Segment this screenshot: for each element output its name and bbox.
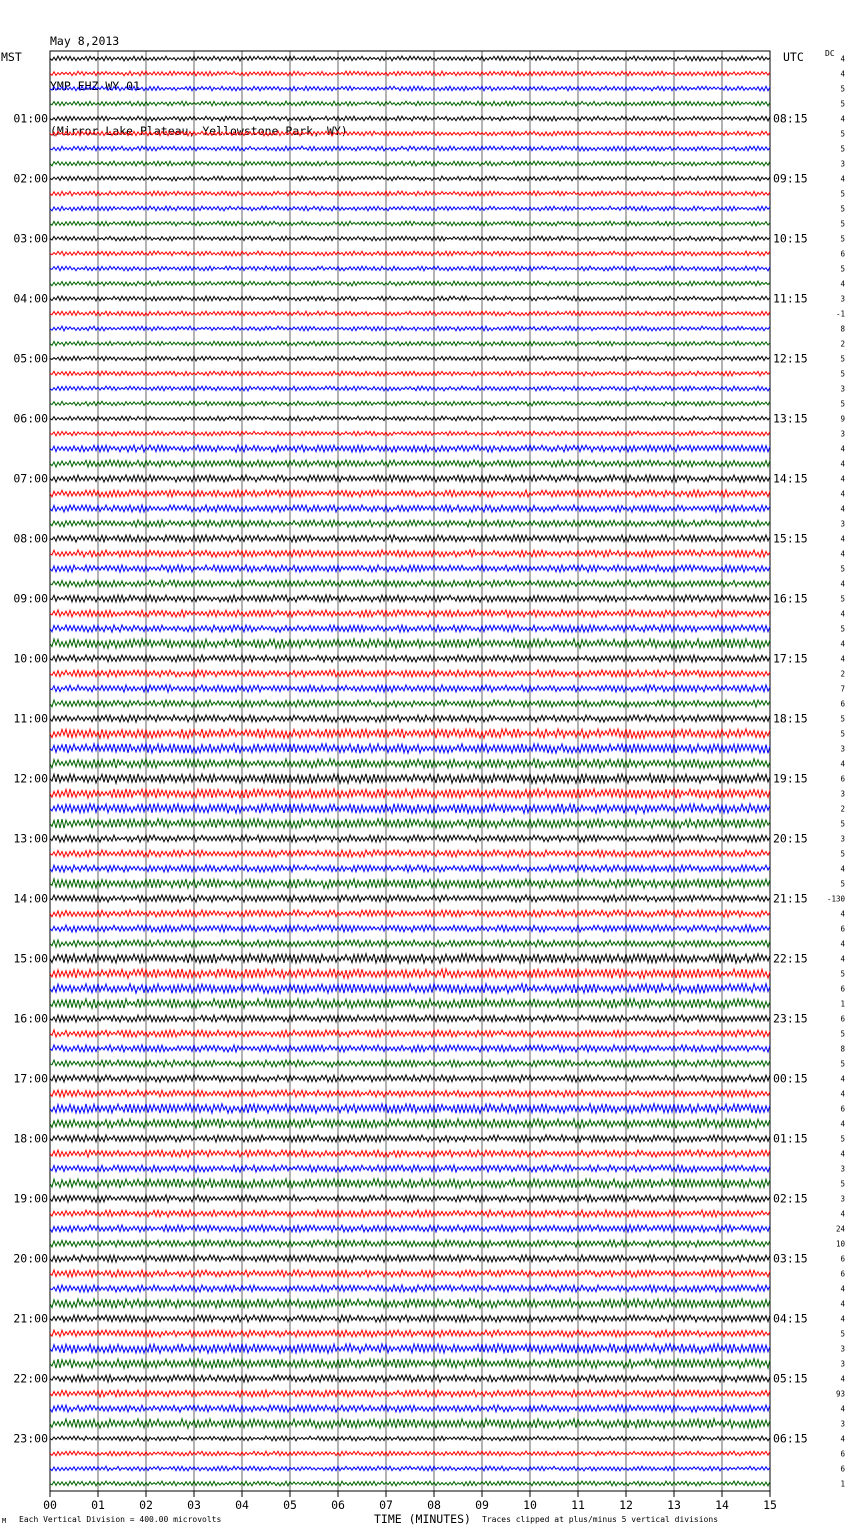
x-tick-label: 01 bbox=[91, 1498, 105, 1512]
dc-offset-label: 7 bbox=[840, 684, 845, 694]
seismic-trace bbox=[50, 744, 770, 754]
dc-offset-label: 4 bbox=[840, 759, 845, 769]
hour-label-right: 09:15 bbox=[773, 171, 808, 186]
dc-offset-label: 4 bbox=[840, 1149, 845, 1159]
dc-offset-label: 4 bbox=[840, 1434, 845, 1444]
seismic-trace bbox=[50, 1270, 770, 1277]
x-tick-label: 11 bbox=[571, 1498, 585, 1512]
timezone-left-label: MST bbox=[1, 50, 22, 64]
seismic-trace bbox=[50, 416, 770, 421]
hour-label-right: 06:15 bbox=[773, 1431, 808, 1446]
seismic-trace bbox=[50, 625, 770, 632]
dc-offset-label: 2 bbox=[840, 804, 845, 814]
seismic-trace bbox=[50, 371, 770, 376]
dc-offset-label: 4 bbox=[840, 609, 845, 619]
seismic-trace bbox=[50, 565, 770, 572]
dc-offset-label: 5 bbox=[840, 219, 845, 229]
seismic-trace bbox=[50, 131, 770, 136]
seismic-trace bbox=[50, 865, 770, 872]
seismic-trace bbox=[50, 1075, 770, 1082]
x-tick-label: 10 bbox=[523, 1498, 537, 1512]
dc-offset-label: 5 bbox=[840, 1179, 845, 1189]
dc-offset-label: 1 bbox=[840, 999, 845, 1009]
seismic-trace bbox=[50, 1344, 770, 1354]
seismic-trace bbox=[50, 789, 770, 799]
dc-offset-label: 4 bbox=[840, 579, 845, 589]
hour-label-right: 03:15 bbox=[773, 1251, 808, 1266]
dc-offset-label: 6 bbox=[840, 249, 845, 259]
date-label: May 8,2013 bbox=[50, 34, 120, 48]
seismic-trace bbox=[50, 774, 770, 784]
hour-label-right: 04:15 bbox=[773, 1311, 808, 1326]
dc-offset-label: 93 bbox=[835, 1389, 845, 1399]
dc-offset-label: 5 bbox=[840, 234, 845, 244]
hour-label-left: 04:00 bbox=[13, 291, 48, 306]
station-label: YMP EHZ WY 01 bbox=[50, 79, 141, 93]
dc-offset-label: 6 bbox=[840, 984, 845, 994]
dc-offset-label: 5 bbox=[840, 129, 845, 139]
hour-label-right: 18:15 bbox=[773, 711, 808, 726]
seismic-trace bbox=[50, 940, 770, 947]
hour-label-left: 12:00 bbox=[13, 771, 48, 786]
seismic-trace bbox=[50, 116, 770, 121]
dc-offset-label: 3 bbox=[840, 159, 845, 169]
seismic-trace bbox=[50, 610, 770, 617]
seismic-trace bbox=[50, 1165, 770, 1172]
dc-offset-label: 3 bbox=[840, 744, 845, 754]
seismic-trace bbox=[50, 1045, 770, 1052]
dc-offset-label: -130 bbox=[826, 894, 845, 904]
seismic-trace bbox=[50, 850, 770, 857]
dc-offset-label: 5 bbox=[840, 849, 845, 859]
dc-offset-label: 4 bbox=[840, 1209, 845, 1219]
dc-offset-label: 10 bbox=[835, 1239, 845, 1249]
seismic-trace bbox=[50, 895, 770, 902]
seismic-trace bbox=[50, 71, 770, 76]
hour-label-left: 17:00 bbox=[13, 1071, 48, 1086]
seismic-trace bbox=[50, 595, 770, 602]
hour-label-right: 14:15 bbox=[773, 471, 808, 486]
seismic-trace bbox=[50, 999, 770, 1009]
dc-offset-label: 8 bbox=[840, 324, 845, 334]
seismic-trace bbox=[50, 580, 770, 587]
seismic-trace bbox=[50, 1466, 770, 1471]
dc-offset-label: 6 bbox=[840, 1269, 845, 1279]
x-tick-label: 00 bbox=[43, 1498, 57, 1512]
x-tick-label: 12 bbox=[619, 1498, 633, 1512]
dc-offset-label: 3 bbox=[840, 834, 845, 844]
dc-offset-label: 5 bbox=[840, 189, 845, 199]
hour-label-right: 10:15 bbox=[773, 231, 808, 246]
x-tick-label: 05 bbox=[283, 1498, 297, 1512]
dc-offset-label: 2 bbox=[840, 669, 845, 679]
dc-label: DC bbox=[825, 49, 835, 58]
seismic-trace bbox=[50, 759, 770, 769]
dc-offset-label: 3 bbox=[840, 1419, 845, 1429]
dc-offset-label: 9 bbox=[840, 414, 845, 424]
seismic-trace bbox=[50, 101, 770, 106]
dc-offset-label: 5 bbox=[840, 1134, 845, 1144]
dc-offset-label: 5 bbox=[840, 204, 845, 214]
hour-label-right: 01:15 bbox=[773, 1131, 808, 1146]
seismic-trace bbox=[50, 1255, 770, 1262]
hour-label-right: 08:15 bbox=[773, 111, 808, 126]
dc-offset-label: 6 bbox=[840, 1104, 845, 1114]
x-axis-title: TIME (MINUTES) bbox=[374, 1512, 471, 1526]
seismic-trace bbox=[50, 176, 770, 181]
x-tick-label: 07 bbox=[379, 1498, 393, 1512]
dc-offset-label: 5 bbox=[840, 879, 845, 889]
seismic-trace bbox=[50, 1315, 770, 1322]
seismic-trace bbox=[50, 1481, 770, 1486]
dc-offset-label: 3 bbox=[840, 789, 845, 799]
hour-label-left: 23:00 bbox=[13, 1431, 48, 1446]
seismic-trace bbox=[50, 700, 770, 707]
seismic-trace bbox=[50, 925, 770, 932]
hour-label-left: 09:00 bbox=[13, 591, 48, 606]
dc-offset-label: 3 bbox=[840, 1194, 845, 1204]
dc-offset-label: 4 bbox=[840, 954, 845, 964]
x-tick-label: 08 bbox=[427, 1498, 441, 1512]
dc-offset-label: 3 bbox=[840, 1344, 845, 1354]
seismic-trace bbox=[50, 56, 770, 61]
dc-offset-label: 3 bbox=[840, 384, 845, 394]
hour-label-left: 01:00 bbox=[13, 111, 48, 126]
seismic-trace bbox=[50, 341, 770, 346]
dc-offset-label: 5 bbox=[840, 1329, 845, 1339]
seismic-trace bbox=[50, 685, 770, 692]
seismic-trace bbox=[50, 1210, 770, 1217]
dc-offset-label: 4 bbox=[840, 1404, 845, 1414]
hour-label-left: 18:00 bbox=[13, 1131, 48, 1146]
dc-offset-label: 3 bbox=[840, 1164, 845, 1174]
x-tick-label: 13 bbox=[667, 1498, 681, 1512]
hour-label-right: 17:15 bbox=[773, 651, 808, 666]
hour-label-left: 14:00 bbox=[13, 891, 48, 906]
hour-label-left: 13:00 bbox=[13, 831, 48, 846]
seismic-trace bbox=[50, 1225, 770, 1232]
dc-offset-label: 4 bbox=[840, 639, 845, 649]
dc-offset-label: 4 bbox=[840, 1374, 845, 1384]
seismic-trace bbox=[50, 1359, 770, 1369]
dc-offset-label: 4 bbox=[840, 504, 845, 514]
dc-offset-label: 4 bbox=[840, 864, 845, 874]
seismic-trace bbox=[50, 431, 770, 436]
seismic-trace bbox=[50, 1090, 770, 1097]
dc-offset-label: 6 bbox=[840, 924, 845, 934]
dc-offset-label: 5 bbox=[840, 819, 845, 829]
seismic-trace bbox=[50, 296, 770, 301]
seismic-trace bbox=[50, 311, 770, 316]
seismic-trace bbox=[50, 475, 770, 482]
seismic-trace bbox=[50, 1330, 770, 1337]
hour-label-right: 15:15 bbox=[773, 531, 808, 546]
hour-label-right: 22:15 bbox=[773, 951, 808, 966]
hour-label-left: 22:00 bbox=[13, 1371, 48, 1386]
dc-offset-label: 5 bbox=[840, 84, 845, 94]
seismic-trace bbox=[50, 1285, 770, 1292]
dc-offset-label: 3 bbox=[840, 519, 845, 529]
hour-label-right: 00:15 bbox=[773, 1071, 808, 1086]
hour-label-right: 13:15 bbox=[773, 411, 808, 426]
dc-offset-label: 3 bbox=[840, 429, 845, 439]
dc-offset-label: 6 bbox=[840, 1254, 845, 1264]
seismic-trace bbox=[50, 206, 770, 211]
dc-offset-label: 5 bbox=[840, 144, 845, 154]
seismic-trace bbox=[50, 969, 770, 979]
seismic-trace bbox=[50, 386, 770, 391]
seismic-trace bbox=[50, 1179, 770, 1189]
hour-label-right: 20:15 bbox=[773, 831, 808, 846]
dc-offset-label: 5 bbox=[840, 399, 845, 409]
seismic-trace bbox=[50, 1119, 770, 1129]
dc-offset-label: 4 bbox=[840, 174, 845, 184]
seismic-trace bbox=[50, 251, 770, 256]
seismic-trace bbox=[50, 281, 770, 286]
dc-offset-label: 5 bbox=[840, 354, 845, 364]
dc-offset-label: 6 bbox=[840, 1449, 845, 1459]
hour-label-right: 23:15 bbox=[773, 1011, 808, 1026]
dc-offset-label: 5 bbox=[840, 624, 845, 634]
seismic-trace bbox=[50, 1390, 770, 1397]
hour-label-right: 12:15 bbox=[773, 351, 808, 366]
dc-offset-label: 4 bbox=[840, 534, 845, 544]
seismic-trace bbox=[50, 1060, 770, 1067]
seismic-trace bbox=[50, 535, 770, 542]
hour-label-right: 11:15 bbox=[773, 291, 808, 306]
seismic-trace bbox=[50, 221, 770, 226]
seismic-trace bbox=[50, 819, 770, 829]
seismic-trace bbox=[50, 550, 770, 557]
seismic-trace bbox=[50, 1104, 770, 1114]
dc-offset-label: 4 bbox=[840, 474, 845, 484]
dc-offset-label: 4 bbox=[840, 1299, 845, 1309]
seismic-trace bbox=[50, 1451, 770, 1456]
dc-offset-label: 4 bbox=[840, 489, 845, 499]
location-label: (Mirror Lake Plateau, Yellowstone Park, WY) bbox=[50, 124, 348, 138]
dc-offset-label: 4 bbox=[840, 939, 845, 949]
dc-offset-label: 4 bbox=[840, 279, 845, 289]
dc-offset-label: 5 bbox=[840, 969, 845, 979]
dc-offset-label: 4 bbox=[840, 1119, 845, 1129]
dc-offset-label: 5 bbox=[840, 714, 845, 724]
hour-label-left: 20:00 bbox=[13, 1251, 48, 1266]
seismic-trace bbox=[50, 1240, 770, 1247]
seismic-trace bbox=[50, 1135, 770, 1142]
seismic-trace bbox=[50, 266, 770, 271]
hour-label-left: 06:00 bbox=[13, 411, 48, 426]
dc-offset-label: -1 bbox=[835, 309, 845, 319]
seismic-trace bbox=[50, 639, 770, 649]
seismic-trace bbox=[50, 1015, 770, 1022]
seismic-trace bbox=[50, 1419, 770, 1429]
dc-offset-label: 5 bbox=[840, 564, 845, 574]
seismic-trace bbox=[50, 910, 770, 917]
dc-offset-label: 3 bbox=[840, 294, 845, 304]
scale-note: Each Vertical Division = 400.00 microvolts bbox=[19, 1515, 222, 1524]
dc-offset-label: 4 bbox=[840, 1089, 845, 1099]
x-tick-label: 15 bbox=[763, 1498, 777, 1512]
hour-label-left: 07:00 bbox=[13, 471, 48, 486]
seismic-trace bbox=[50, 1405, 770, 1412]
dc-offset-label: 5 bbox=[840, 1029, 845, 1039]
seismic-trace bbox=[50, 729, 770, 739]
dc-offset-label: 4 bbox=[840, 1284, 845, 1294]
dc-offset-label: 6 bbox=[840, 1014, 845, 1024]
dc-offset-label: 4 bbox=[840, 444, 845, 454]
seismic-trace bbox=[50, 520, 770, 527]
seismic-trace bbox=[50, 984, 770, 994]
dc-offset-label: 4 bbox=[840, 1314, 845, 1324]
hour-label-right: 05:15 bbox=[773, 1371, 808, 1386]
seismic-trace bbox=[50, 161, 770, 166]
seismic-trace bbox=[50, 490, 770, 497]
seismic-trace bbox=[50, 1375, 770, 1382]
dc-offset-label: 3 bbox=[840, 1359, 845, 1369]
hour-label-right: 21:15 bbox=[773, 891, 808, 906]
hour-label-right: 19:15 bbox=[773, 771, 808, 786]
dc-offset-label: 4 bbox=[840, 114, 845, 124]
hour-label-right: 16:15 bbox=[773, 591, 808, 606]
seismic-trace bbox=[50, 715, 770, 722]
dc-offset-label: 4 bbox=[840, 459, 845, 469]
dc-offset-label: 4 bbox=[840, 54, 845, 64]
seismic-trace bbox=[50, 505, 770, 512]
hour-label-left: 16:00 bbox=[13, 1011, 48, 1026]
seismic-trace bbox=[50, 1436, 770, 1441]
dc-offset-label: 4 bbox=[840, 549, 845, 559]
seismic-trace bbox=[50, 1299, 770, 1309]
hour-label-left: 02:00 bbox=[13, 171, 48, 186]
x-tick-label: 09 bbox=[475, 1498, 489, 1512]
dc-offset-label: 5 bbox=[840, 264, 845, 274]
timezone-right-label: UTC bbox=[783, 50, 804, 64]
hour-label-left: 11:00 bbox=[13, 711, 48, 726]
dc-offset-label: 24 bbox=[835, 1224, 845, 1234]
dc-offset-label: 5 bbox=[840, 99, 845, 109]
dc-offset-label: 2 bbox=[840, 339, 845, 349]
dc-offset-label: 6 bbox=[840, 699, 845, 709]
seismic-trace bbox=[50, 954, 770, 964]
hour-label-left: 21:00 bbox=[13, 1311, 48, 1326]
dc-offset-label: 1 bbox=[840, 1479, 845, 1489]
seismic-trace bbox=[50, 86, 770, 91]
hour-label-left: 05:00 bbox=[13, 351, 48, 366]
seismic-trace bbox=[50, 655, 770, 662]
hour-label-left: 03:00 bbox=[13, 231, 48, 246]
seismic-trace bbox=[50, 146, 770, 151]
seismic-trace bbox=[50, 1030, 770, 1037]
x-tick-label: 14 bbox=[715, 1498, 729, 1512]
x-tick-label: 04 bbox=[235, 1498, 249, 1512]
seismic-trace bbox=[50, 1150, 770, 1157]
dc-offset-label: 5 bbox=[840, 1059, 845, 1069]
seismic-trace bbox=[50, 804, 770, 814]
seismic-trace bbox=[50, 236, 770, 241]
seismic-trace bbox=[50, 1195, 770, 1202]
x-tick-label: 02 bbox=[139, 1498, 153, 1512]
dc-offset-label: 5 bbox=[840, 594, 845, 604]
dc-offset-label: 4 bbox=[840, 909, 845, 919]
footer-mark: M bbox=[2, 1517, 7, 1525]
seismic-trace bbox=[50, 326, 770, 331]
hour-label-right: 02:15 bbox=[773, 1191, 808, 1206]
seismic-trace bbox=[50, 835, 770, 842]
hour-label-left: 08:00 bbox=[13, 531, 48, 546]
hour-label-left: 19:00 bbox=[13, 1191, 48, 1206]
hour-label-left: 15:00 bbox=[13, 951, 48, 966]
clip-note: Traces clipped at plus/minus 5 vertical divisions bbox=[482, 1515, 719, 1524]
seismic-trace bbox=[50, 445, 770, 452]
hour-label-left: 10:00 bbox=[13, 651, 48, 666]
x-tick-label: 03 bbox=[187, 1498, 201, 1512]
seismic-trace bbox=[50, 670, 770, 677]
seismic-trace bbox=[50, 401, 770, 406]
seismic-trace bbox=[50, 356, 770, 361]
seismic-trace bbox=[50, 460, 770, 467]
dc-offset-label: 6 bbox=[840, 1464, 845, 1474]
seismic-trace bbox=[50, 191, 770, 196]
dc-offset-label: 6 bbox=[840, 774, 845, 784]
x-tick-label: 06 bbox=[331, 1498, 345, 1512]
dc-offset-label: 4 bbox=[840, 1074, 845, 1084]
dc-offset-label: 5 bbox=[840, 369, 845, 379]
dc-offset-label: 8 bbox=[840, 1044, 845, 1054]
dc-offset-label: 5 bbox=[840, 729, 845, 739]
dc-offset-label: 4 bbox=[840, 69, 845, 79]
seismic-trace bbox=[50, 879, 770, 889]
dc-offset-label: 4 bbox=[840, 654, 845, 664]
